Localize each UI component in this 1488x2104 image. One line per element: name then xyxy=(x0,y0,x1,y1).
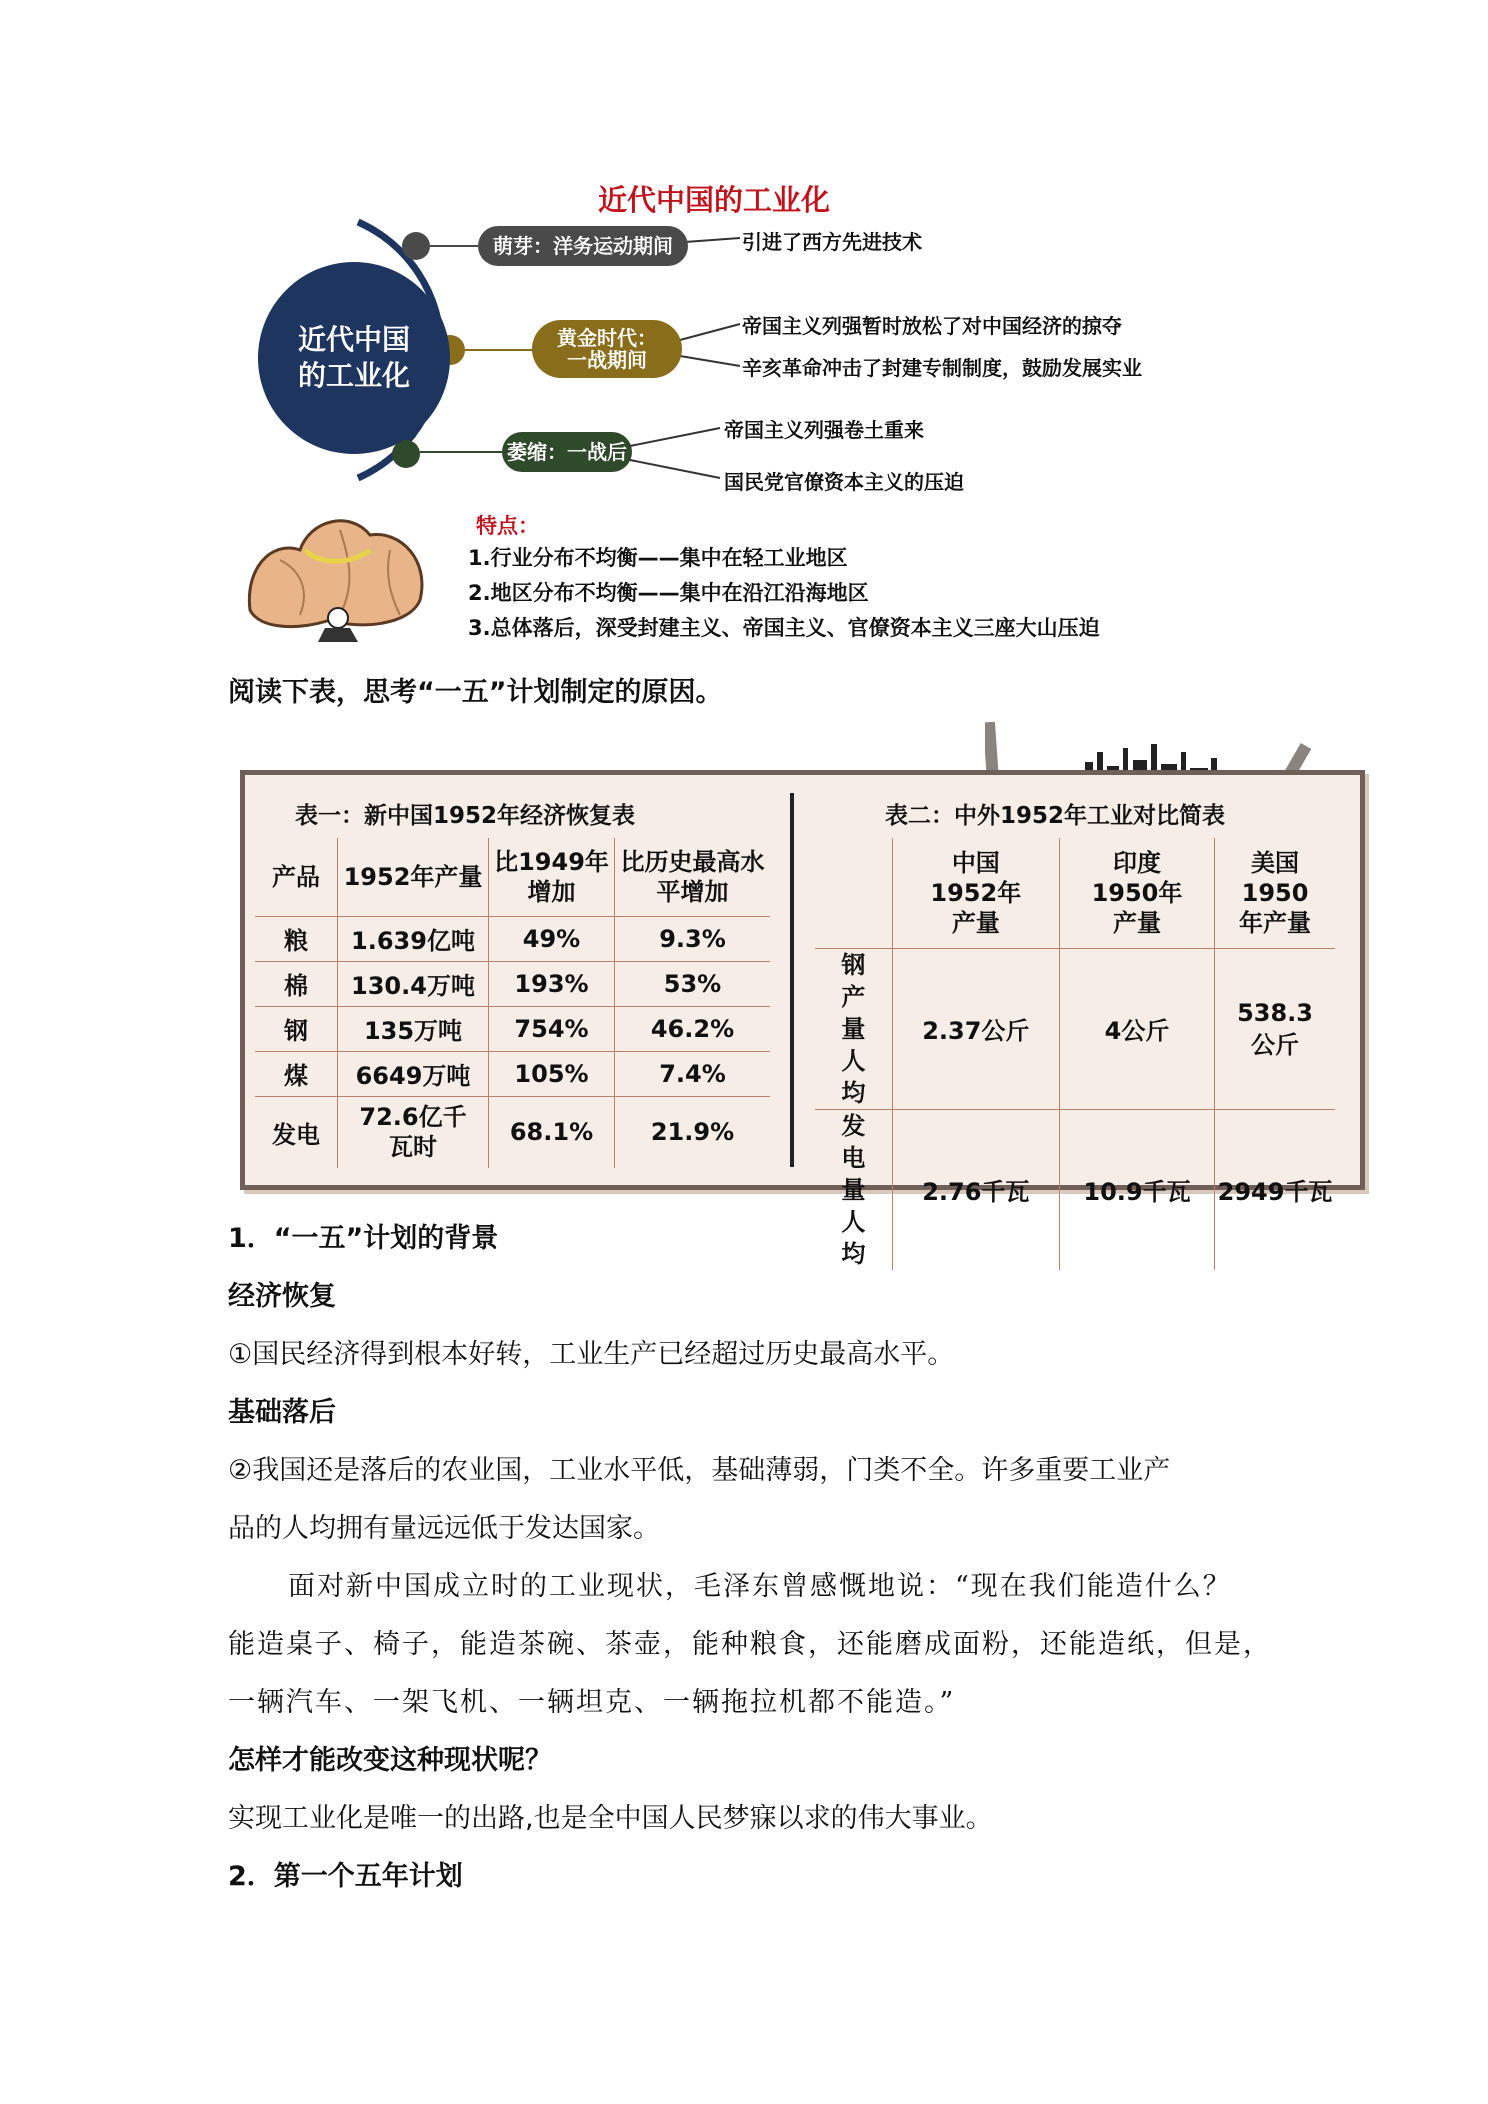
quote-line-3: 一辆汽车、一架飞机、一辆坦克、一辆拖拉机都不能造。” xyxy=(228,1687,956,1718)
tables-divider xyxy=(790,793,794,1167)
branch-sprouting: 萌芽：洋务运动期间 xyxy=(478,226,688,266)
leaf-kmt-capital: 国民党官僚资本主义的压迫 xyxy=(724,470,964,494)
table-row xyxy=(815,948,1335,1109)
intro-prompt: 阅读下表，思考“一五”计划制定的原因。 xyxy=(228,677,723,708)
paragraph-weak-line1: ②我国还是落后的农业国，工业水平低，基础薄弱，门类不全。许多重要工业产 xyxy=(228,1455,1171,1486)
t2-cell: 4公斤 xyxy=(1059,948,1214,1109)
t1-cell: 105% xyxy=(489,1051,615,1096)
economic-recovery-table xyxy=(255,838,770,1168)
t1-cell: 68.1% xyxy=(489,1096,615,1168)
t2-header-china: 中国1952年产量 xyxy=(892,838,1059,948)
branch1-node xyxy=(402,232,430,260)
t1-cell: 46.2% xyxy=(615,1006,771,1051)
branch-decline: 萎缩：一战后 xyxy=(502,432,632,472)
mindmap-industrialization xyxy=(240,170,1240,645)
paragraph-recovery: ①国民经济得到根本好转，工业生产已经超过历史最高水平。 xyxy=(228,1339,955,1370)
t2-cell: 538.3公斤 xyxy=(1215,948,1335,1109)
subheading-weak-foundation: 基础落后 xyxy=(228,1397,336,1428)
answer-line: 实现工业化是唯一的出路,也是全中国人民梦寐以求的伟大事业。 xyxy=(228,1803,993,1834)
feature-2: 2.地区分布不均衡——集中在沿江沿海地区 xyxy=(468,581,869,605)
center-line-1: 近代中国 xyxy=(297,323,410,356)
table2-title: 表二：中外1952年工业对比简表 xyxy=(885,803,1226,829)
t2-cell: 2949千瓦 xyxy=(1215,1109,1335,1270)
leaf-western-tech: 引进了西方先进技术 xyxy=(742,230,922,254)
t2-cell: 2.76千瓦 xyxy=(892,1109,1059,1270)
branch2-line2: 一战期间 xyxy=(567,348,647,372)
t1-cell: 49% xyxy=(489,916,615,961)
subheading-economic-recovery: 经济恢复 xyxy=(228,1281,336,1312)
t1-cell: 53% xyxy=(615,961,771,1006)
t1-cell: 9.3% xyxy=(615,916,771,961)
table-row xyxy=(255,1006,770,1051)
branch-golden-age xyxy=(532,320,682,378)
t1-cell: 193% xyxy=(489,961,615,1006)
features-title: 特点： xyxy=(476,514,539,538)
t2-row-label: 发电量人均 xyxy=(815,1109,892,1270)
t1-cell: 粮 xyxy=(255,916,338,961)
t2-header-india: 印度1950年产量 xyxy=(1059,838,1214,948)
t1-cell: 1.639亿吨 xyxy=(338,916,489,961)
t1-cell: 发电 xyxy=(255,1096,338,1168)
feature-3: 3.总体落后，深受封建主义、帝国主义、官僚资本主义三座大山压迫 xyxy=(468,616,1100,640)
quote-line-1: 面对新中国成立时的工业现状，毛泽东曾感慨地说：“现在我们能造什么？ xyxy=(288,1571,1232,1602)
section1-heading: 1．“一五”计划的背景 xyxy=(228,1223,499,1254)
t2-cell: 2.37公斤 xyxy=(892,948,1059,1109)
mindmap-title: 近代中国的工业化 xyxy=(598,183,831,217)
t2-header-blank xyxy=(815,838,892,948)
t1-cell: 130.4万吨 xyxy=(338,961,489,1006)
t1-header-output-1952: 1952年产量 xyxy=(338,838,489,916)
table-row xyxy=(255,1051,770,1096)
table-row xyxy=(255,916,770,961)
international-comparison-table xyxy=(815,838,1335,1270)
leaf-xinhai: 辛亥革命冲击了封建专制制度，鼓励发展实业 xyxy=(742,356,1142,380)
section2-heading: 2．第一个五年计划 xyxy=(228,1861,463,1892)
t1-cell: 棉 xyxy=(255,961,338,1006)
quote-line-2: 能造桌子、椅子，能造茶碗、茶壶，能种粮食，还能磨成面粉，还能造纸，但是， xyxy=(228,1629,1272,1660)
table-row xyxy=(815,1109,1335,1270)
table-row xyxy=(255,1096,770,1168)
t1-cell: 754% xyxy=(489,1006,615,1051)
t1-header-vs-1949: 比1949年增加 xyxy=(489,838,615,916)
t1-cell: 6649万吨 xyxy=(338,1051,489,1096)
branch2-line1: 黄金时代： xyxy=(557,326,657,350)
leaf-imperial-relax: 帝国主义列强暂时放松了对中国经济的掠夺 xyxy=(742,314,1122,338)
t1-cell: 煤 xyxy=(255,1051,338,1096)
mindmap-center xyxy=(258,262,450,454)
t1-cell: 21.9% xyxy=(615,1096,771,1168)
table-row xyxy=(255,961,770,1006)
t1-cell: 钢 xyxy=(255,1006,338,1051)
table1-title: 表一：新中国1952年经济恢复表 xyxy=(295,803,636,829)
t1-cell: 72.6亿千瓦时 xyxy=(338,1096,489,1168)
t1-cell: 7.4% xyxy=(615,1051,771,1096)
table1-header-row xyxy=(255,838,770,916)
paragraph-weak-line2: 品的人均拥有量远远低于发达国家。 xyxy=(228,1513,660,1544)
t2-row-label: 钢产量人均 xyxy=(815,948,892,1109)
t2-cell: 10.9千瓦 xyxy=(1059,1109,1214,1270)
t1-header-vs-record: 比历史最高水平增加 xyxy=(615,838,771,916)
three-mountains-cartoon xyxy=(240,490,440,645)
t1-header-product: 产品 xyxy=(255,838,338,916)
t2-header-usa: 美国1950年产量 xyxy=(1215,838,1335,948)
center-line-2: 的工业化 xyxy=(297,359,410,392)
table2-header-row xyxy=(815,838,1335,948)
t1-cell: 135万吨 xyxy=(338,1006,489,1051)
question-line: 怎样才能改变这种现状呢？ xyxy=(228,1745,552,1776)
leaf-imperial-return: 帝国主义列强卷土重来 xyxy=(724,418,924,442)
feature-1: 1.行业分布不均衡——集中在轻工业地区 xyxy=(468,546,848,570)
